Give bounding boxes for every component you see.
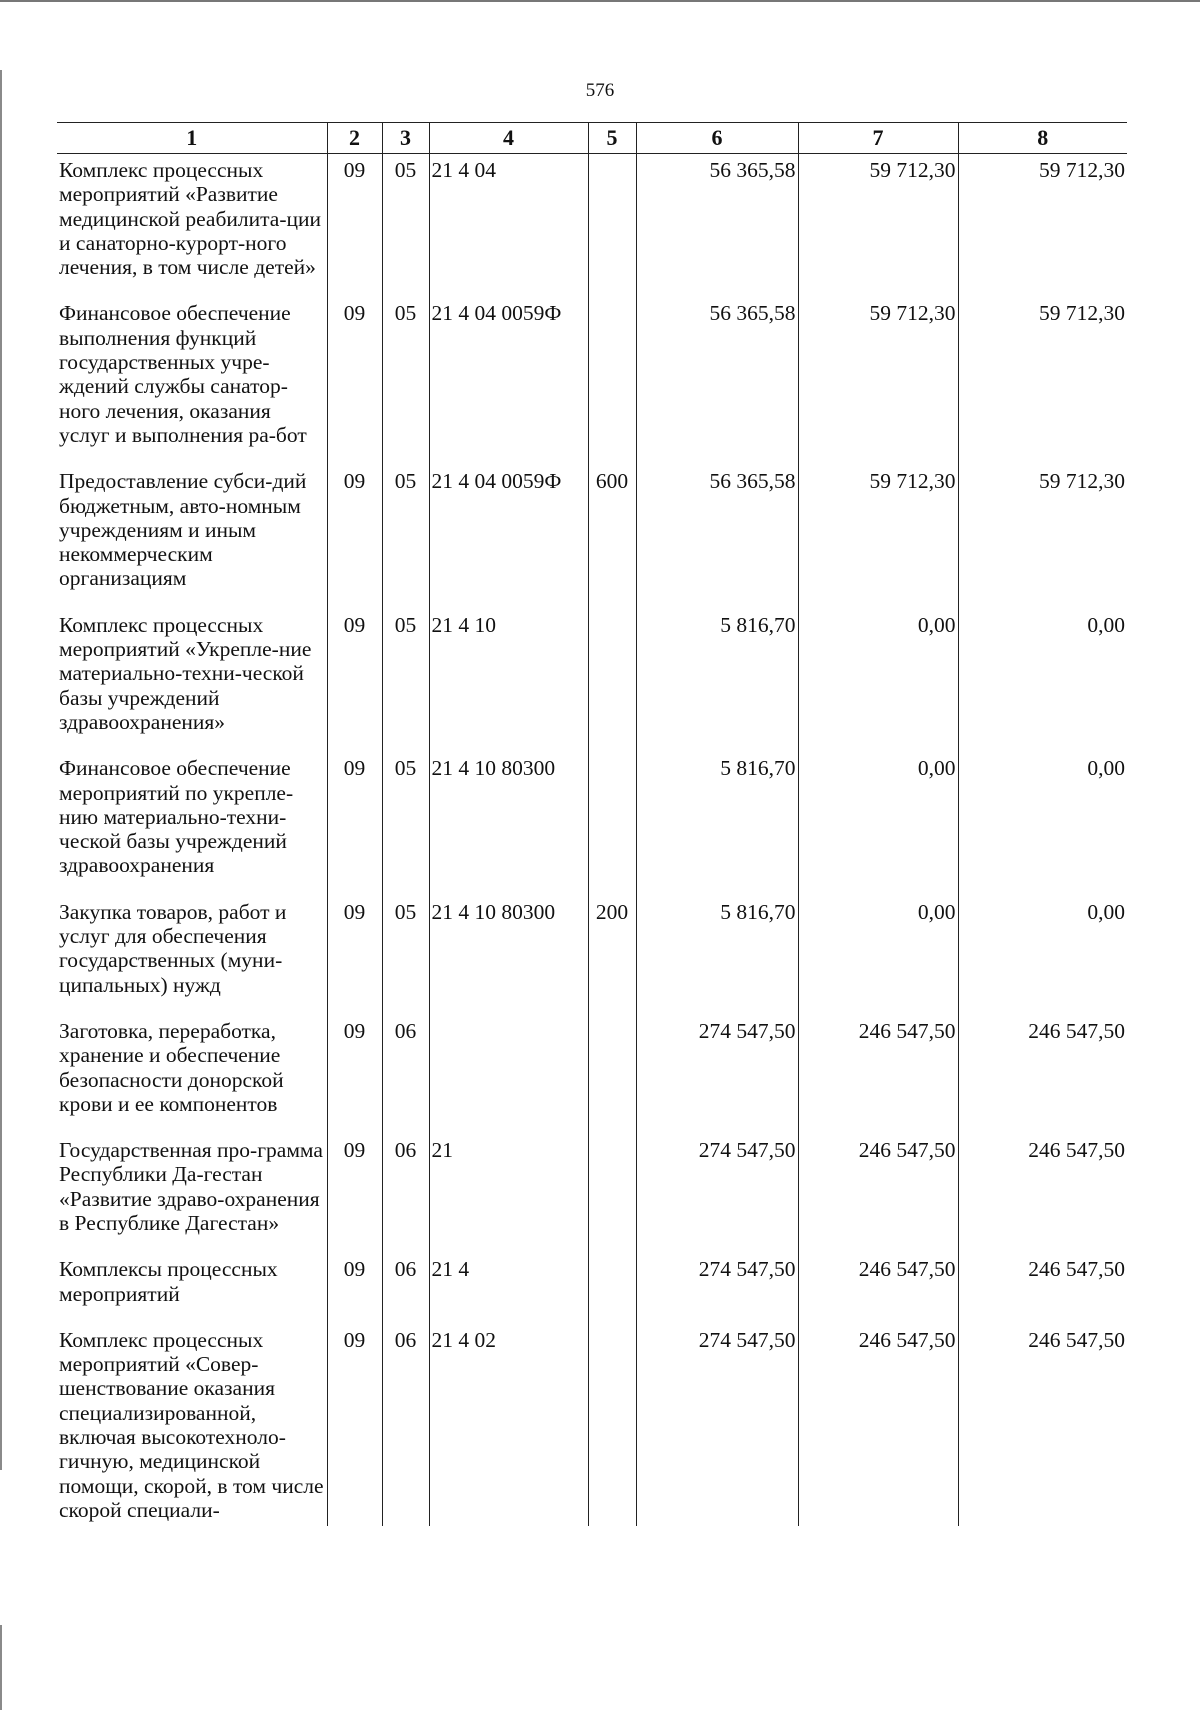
row-amount-col7: 59 712,30 [798,154,958,298]
row-subsection: 05 [382,297,429,465]
table-row [57,1324,1127,1526]
row-target-code: 21 4 04 0059Ф [429,297,588,465]
row-amount-col7: 246 547,50 [798,1253,958,1324]
row-amount-col7: 59 712,30 [798,297,958,465]
table-row [57,297,1127,465]
row-amount-col8: 0,00 [958,896,1127,1015]
row-amount-col6: 5 816,70 [636,609,798,752]
row-name: Закупка товаров, работ и услуг для обеспечения государственных (муни-ципальных) нужд [59,899,287,997]
table-row [57,1253,1127,1324]
row-name: Комплексы процессных мероприятий [59,1257,278,1306]
row-name: Финансовое обеспечение мероприятий по укрепле-нию материально-техни-ческой базы учреждений здравоохранения [59,756,294,878]
row-target-code: 21 4 10 [429,609,588,752]
scan-top-rule [0,0,1200,2]
row-amount-col8: 59 712,30 [958,297,1127,465]
row-name: Комплекс процессных мероприятий «Укрепле-ние материально-техни-ческой базы учреждений здравоохранения» [59,612,312,734]
row-amount-col7: 246 547,50 [798,1324,958,1526]
row-expense-type [588,1134,636,1253]
row-subsection: 06 [382,1134,429,1253]
table-row [57,896,1127,1015]
row-target-code: 21 4 02 [429,1324,588,1526]
row-amount-col8: 246 547,50 [958,1324,1127,1526]
row-section: 09 [327,465,382,608]
row-expense-type [588,1253,636,1324]
row-target-code: 21 4 04 [429,154,588,298]
row-amount-col7: 0,00 [798,896,958,1015]
row-expense-type [588,609,636,752]
row-name: Государственная про-грамма Республики Да-гестан «Развитие здраво-охранения в Республике Дагестан» [59,1138,323,1235]
row-name: Заготовка, переработка, хранение и обеспечение безопасности донорской крови и ее компонентов [59,1018,284,1116]
row-amount-col6: 56 365,58 [636,297,798,465]
row-target-code: 21 4 10 80300 [429,752,588,895]
row-expense-type [588,1015,636,1134]
page-number: 576 [585,80,615,101]
row-amount-col7: 0,00 [798,609,958,752]
row-section: 09 [327,1324,382,1526]
row-section: 09 [327,1253,382,1324]
row-target-code: 21 [429,1134,588,1253]
row-target-code: 21 4 04 0059Ф [429,465,588,608]
table-row [57,1015,1127,1134]
header-col-2: 2 [327,123,382,154]
scan-margin-line [0,70,2,1470]
row-amount-col7: 246 547,50 [798,1134,958,1253]
row-target-code: 21 4 [429,1253,588,1324]
row-amount-col6: 274 547,50 [636,1015,798,1134]
header-col-7: 7 [798,123,958,154]
row-subsection: 05 [382,896,429,1015]
table-row [57,154,1127,298]
row-amount-col7: 246 547,50 [798,1015,958,1134]
row-subsection: 06 [382,1015,429,1134]
row-section: 09 [327,609,382,752]
row-amount-col7: 0,00 [798,752,958,895]
row-section: 09 [327,1134,382,1253]
row-expense-type [588,752,636,895]
row-name: Комплекс процессных мероприятий «Развитие медицинской реабилита-ции и санаторно-курорт-ного лечения, в том числе детей» [59,158,322,280]
row-name: Комплекс процессных мероприятий «Совер-шенствование оказания специализированной, включая высокотехноло-гичную, медицинской помощи, скорой, в том числе скорой специали- [59,1327,324,1522]
row-subsection: 06 [382,1253,429,1324]
row-expense-type: 600 [588,465,636,608]
row-amount-col6: 274 547,50 [636,1134,798,1253]
row-amount-col8: 246 547,50 [958,1253,1127,1324]
scan-margin-line-lower [0,1625,2,1710]
row-amount-col8: 59 712,30 [958,154,1127,298]
row-target-code [429,1015,588,1134]
row-amount-col8: 0,00 [958,609,1127,752]
table-row [57,609,1127,752]
row-amount-col6: 56 365,58 [636,154,798,298]
header-col-4: 4 [429,123,588,154]
budget-table [57,122,1127,1526]
row-amount-col6: 5 816,70 [636,752,798,895]
row-subsection: 05 [382,752,429,895]
row-amount-col6: 56 365,58 [636,465,798,608]
row-amount-col8: 246 547,50 [958,1015,1127,1134]
row-subsection: 06 [382,1324,429,1526]
header-col-3: 3 [382,123,429,154]
table-row [57,752,1127,895]
row-amount-col6: 274 547,50 [636,1324,798,1526]
row-amount-col6: 274 547,50 [636,1253,798,1324]
row-name: Предоставление субси-дий бюджетным, авто-номным учреждениям и иным некоммерческим организациям [59,469,307,591]
header-col-1: 1 [57,123,327,154]
row-expense-type [588,297,636,465]
table-row [57,465,1127,608]
row-name: Финансовое обеспечение выполнения функций государственных учре-ждений службы санатор-ного лечения, оказания услуг и выполнения ра-бот [59,301,307,447]
row-subsection: 05 [382,465,429,608]
row-amount-col8: 246 547,50 [958,1134,1127,1253]
row-section: 09 [327,896,382,1015]
row-subsection: 05 [382,154,429,298]
row-section: 09 [327,297,382,465]
row-target-code: 21 4 10 80300 [429,896,588,1015]
row-expense-type [588,154,636,298]
header-col-6: 6 [636,123,798,154]
row-section: 09 [327,154,382,298]
row-section: 09 [327,1015,382,1134]
row-amount-col6: 5 816,70 [636,896,798,1015]
row-amount-col8: 0,00 [958,752,1127,895]
row-expense-type [588,1324,636,1526]
row-expense-type: 200 [588,896,636,1015]
header-col-5: 5 [588,123,636,154]
header-row [57,123,1127,154]
row-amount-col7: 59 712,30 [798,465,958,608]
row-subsection: 05 [382,609,429,752]
table-row [57,1134,1127,1253]
header-col-8: 8 [958,123,1127,154]
row-section: 09 [327,752,382,895]
row-amount-col8: 59 712,30 [958,465,1127,608]
